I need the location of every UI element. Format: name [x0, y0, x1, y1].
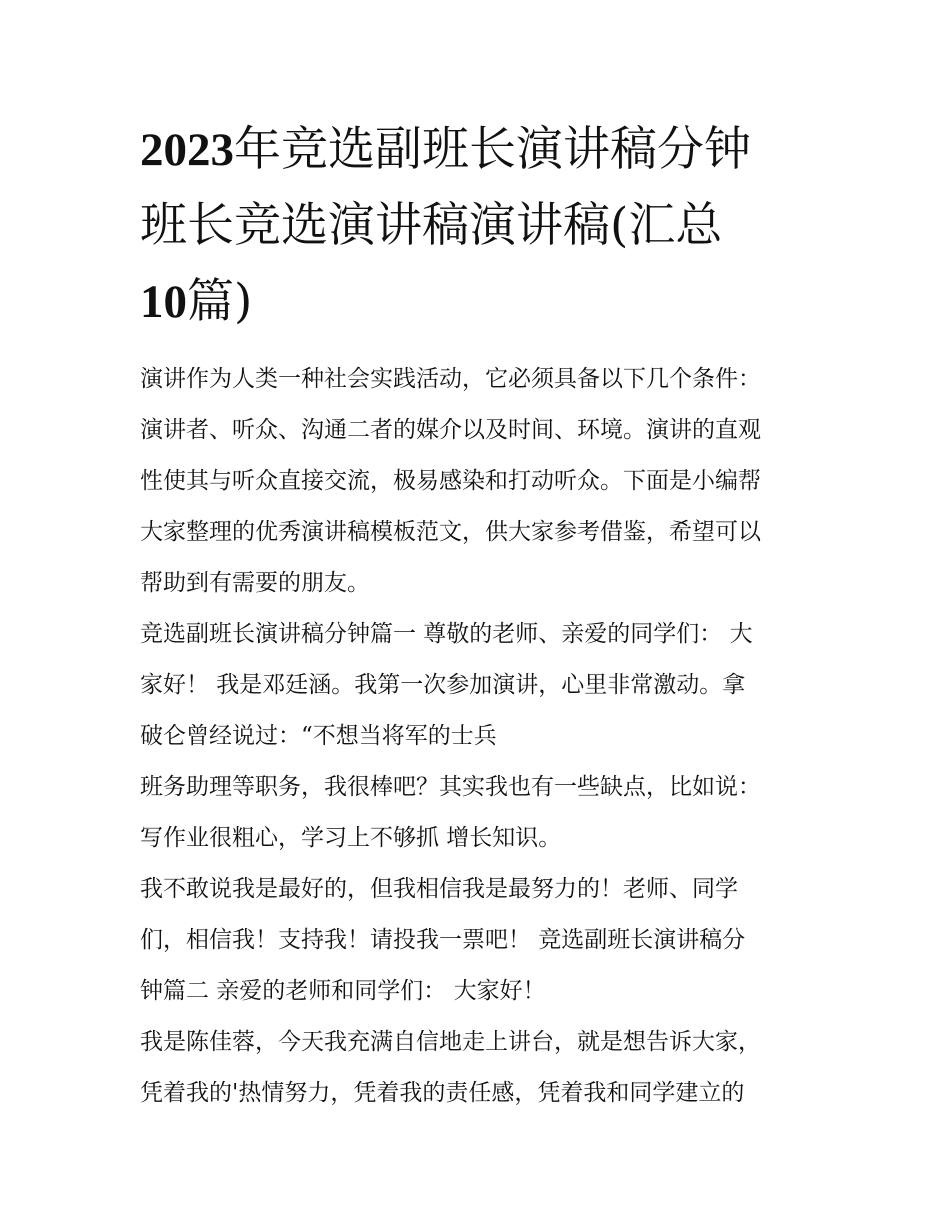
title-line-2-text: 班长竞选演讲稿演讲稿(汇总 [140, 198, 723, 253]
text-line: 帮助到有需要的朋友。 [140, 570, 370, 596]
title-line-3-text: 篇) [187, 274, 253, 329]
title-line-2 [140, 188, 820, 264]
paragraph-speech-two-intro [140, 864, 820, 1017]
text-line: 钟篇二 亲爱的老师和同学们： 大家好！ [140, 978, 546, 1004]
text-line: 竞选副班长演讲稿分钟篇一 尊敬的老师、亲爱的同学们： 大 [140, 621, 753, 647]
text-line: 凭着我的'热情努力，凭着我的责任感，凭着我和同学建立的 [140, 1080, 745, 1106]
text-line: 演讲者、听众、沟通二者的媒介以及时间、环境。演讲的直观 [140, 417, 761, 443]
title-year: 2023 [140, 124, 234, 176]
text-line: 我不敢说我是最好的，但我相信我是最努力的！老师、同学 [140, 876, 738, 902]
text-line: 性使其与听众直接交流，极易感染和打动听众。下面是小编帮 [140, 468, 761, 494]
text-line: 家好！ 我是邓廷涵。我第一次参加演讲，心里非常激动。拿 [140, 672, 746, 698]
text-line: 演讲作为人类一种社会实践活动，它必须具备以下几个条件： [140, 366, 761, 392]
paragraph-speech-one-cont [140, 762, 820, 864]
document-body [140, 354, 820, 1119]
title-line-1 [140, 112, 820, 188]
paragraph-intro [140, 354, 820, 609]
text-line: 我是陈佳蓉，今天我充满自信地走上讲台，就是想告诉大家， [140, 1029, 761, 1055]
paragraph-speech-two [140, 1017, 820, 1119]
title-line-1-text: 年竞选副班长演讲稿分钟 [234, 122, 751, 177]
text-line: 破仑曾经说过：“不想当将军的士兵 [140, 723, 497, 749]
text-line: 大家整理的优秀演讲稿模板范文，供大家参考借鉴，希望可以 [140, 519, 761, 545]
title-count: 10 [140, 276, 187, 328]
paragraph-speech-one [140, 609, 820, 762]
title-line-3 [140, 264, 820, 340]
text-line: 班务助理等职务，我很棒吧？其实我也有一些缺点，比如说： [140, 774, 761, 800]
document-title [140, 112, 820, 340]
text-line: 写作业很粗心，学习上不够抓 增长知识。 [140, 825, 562, 851]
text-line: 们，相信我！支持我！请投我一票吧！ 竞选副班长演讲稿分 [140, 927, 746, 953]
